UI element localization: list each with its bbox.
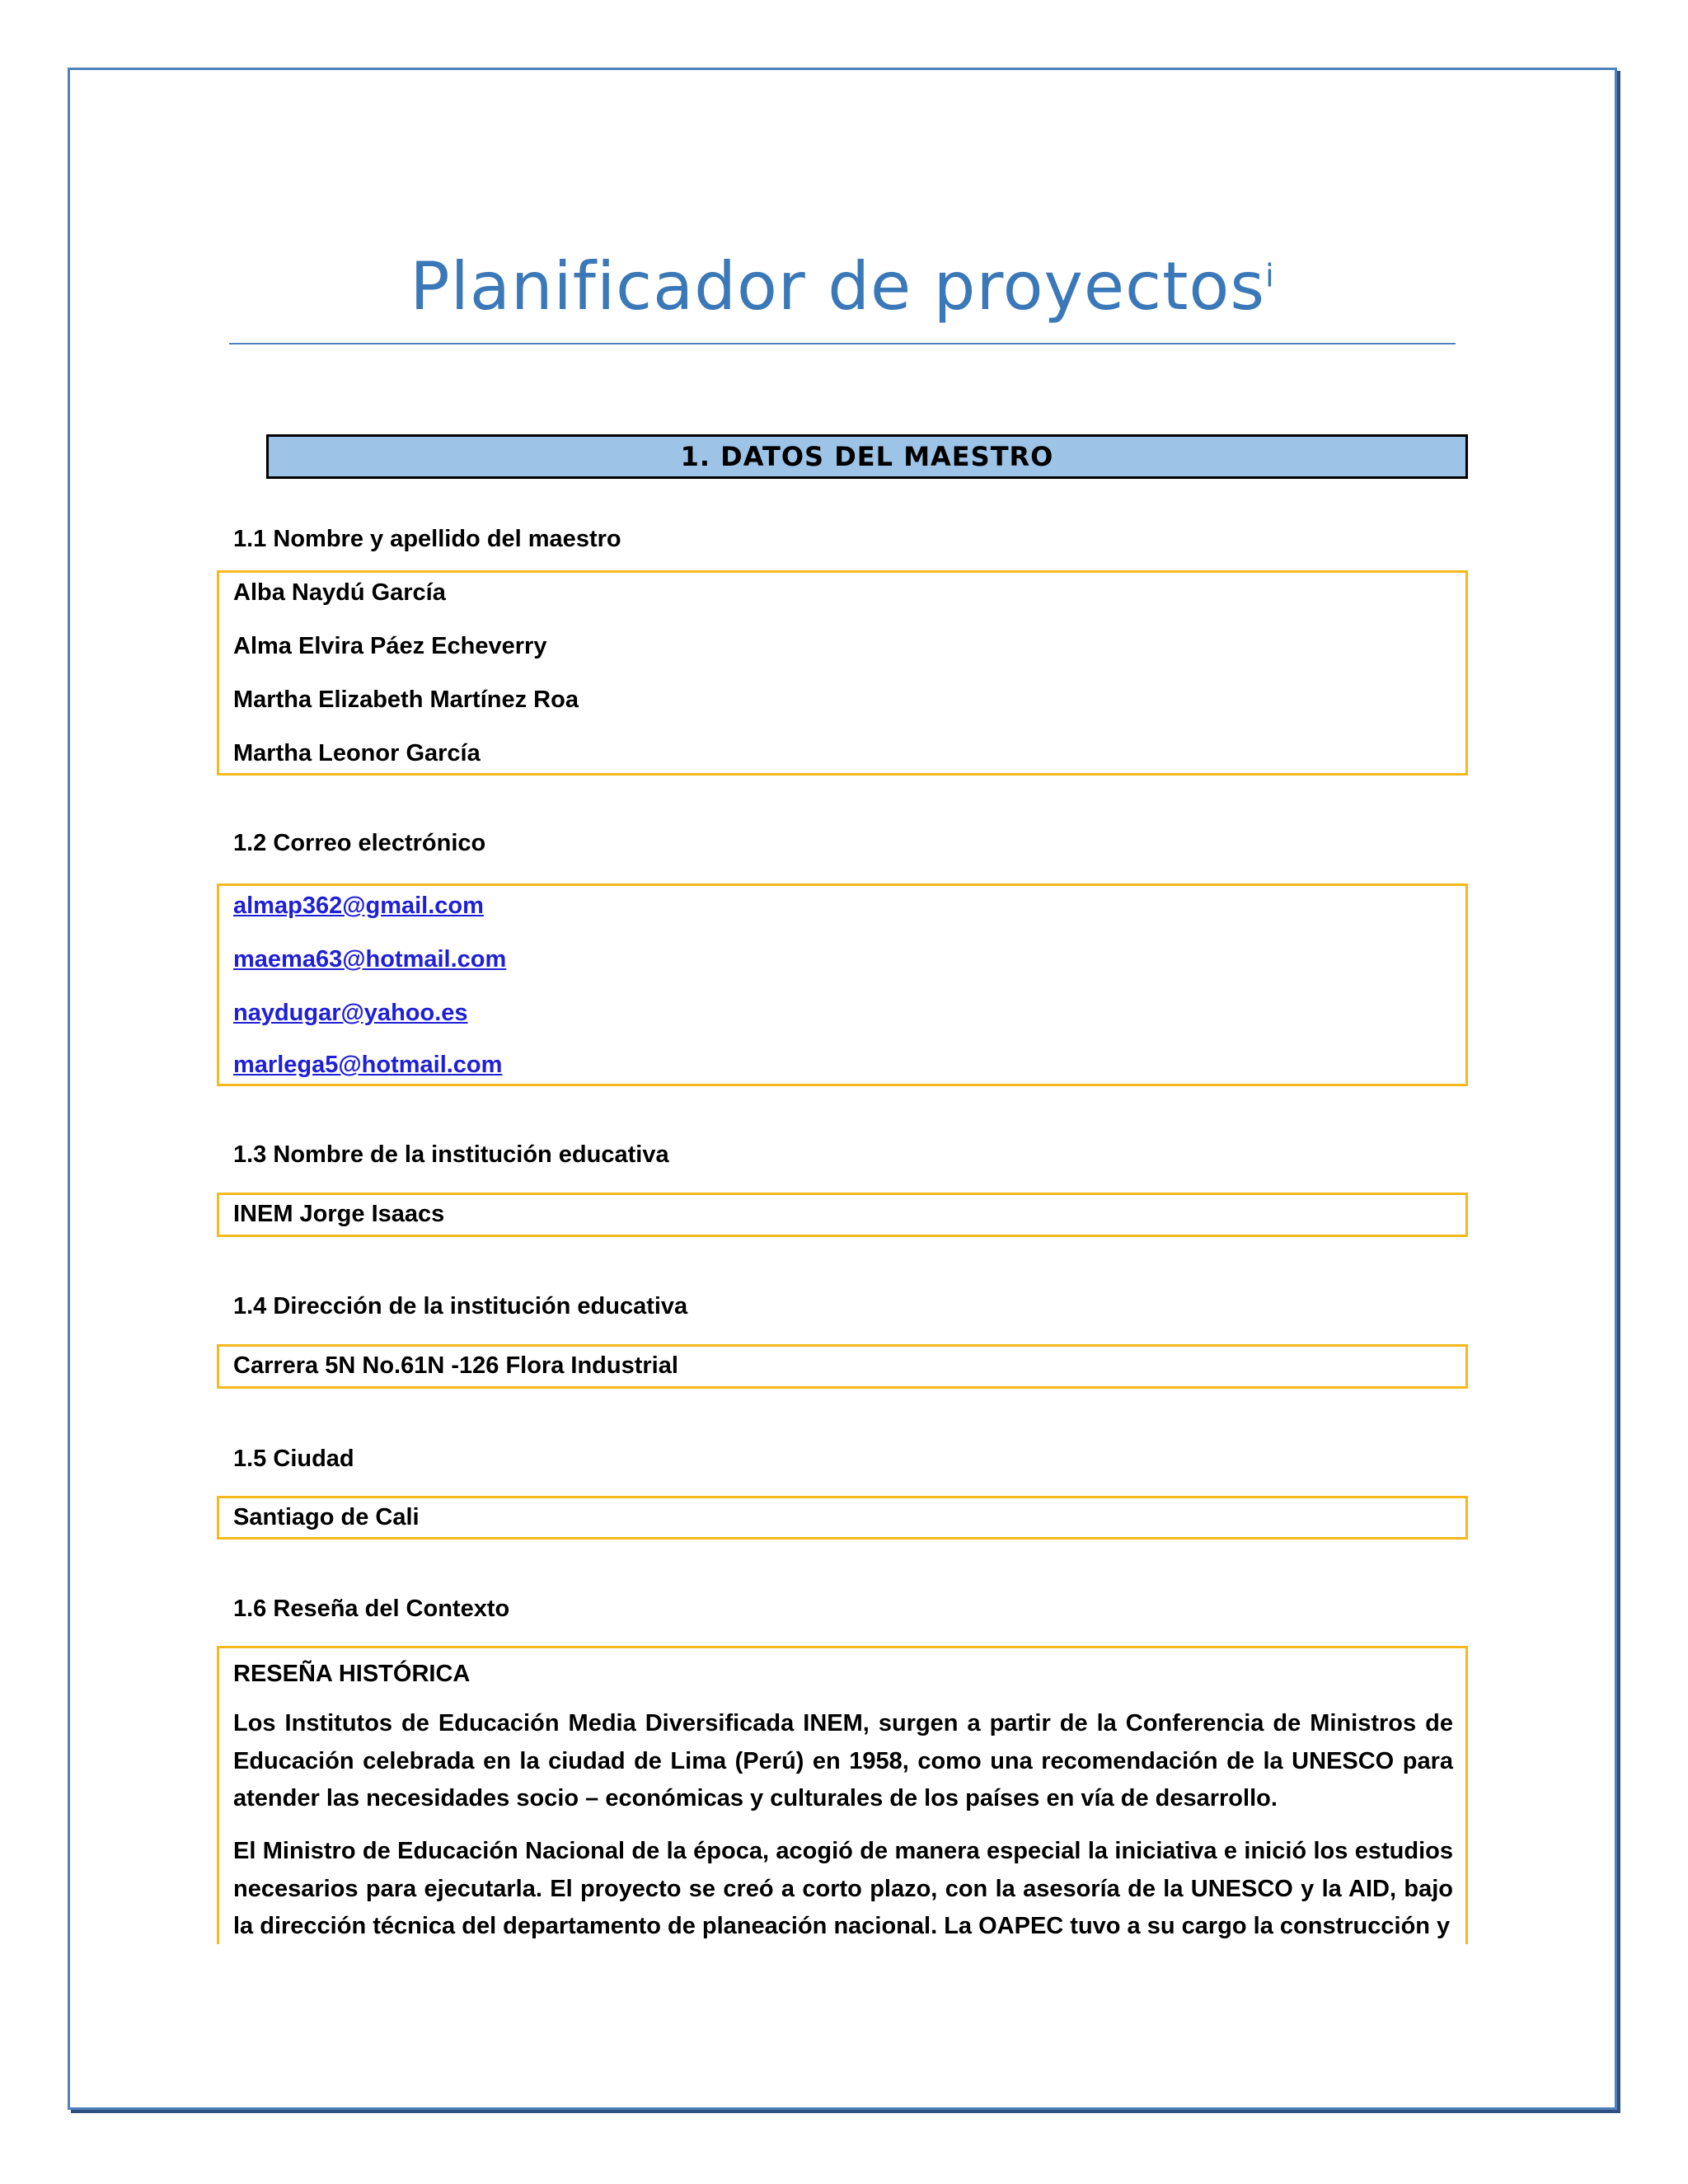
email-link[interactable]: naydugar@yahoo.es — [233, 1000, 468, 1026]
section-header-datos-maestro: 1. DATOS DEL MAESTRO — [266, 434, 1468, 479]
context-paragraph: Los Institutos de Educación Media Diversificada INEM, surgen a partir de la Conferencia de Ministros de Educación celebrada en la ciudad de Lima (Perú) en 1958, como una recomendación de la UNESCO para atender las necesidades socio – económicas y culturales de los países en vía de desarrollo. — [233, 1710, 1453, 1811]
box-direccion — [217, 1344, 1468, 1389]
label-direccion: 1.4 Dirección de la institución educativa — [233, 1293, 688, 1319]
page-title-text: Planificador de proyectos — [410, 248, 1266, 325]
teacher-name: Alma Elvira Páez Echeverry — [233, 633, 547, 659]
context-heading: RESEÑA HISTÓRICA — [233, 1661, 471, 1687]
footnote-marker[interactable]: i — [1265, 257, 1275, 294]
label-contexto: 1.6 Reseña del Contexto — [233, 1596, 510, 1622]
box-institucion — [217, 1193, 1468, 1237]
label-nombre: 1.1 Nombre y apellido del maestro — [233, 526, 621, 552]
teacher-name: Martha Elizabeth Martínez Roa — [233, 687, 579, 713]
title-underline — [229, 343, 1456, 344]
label-ciudad: 1.5 Ciudad — [233, 1446, 354, 1472]
box-ciudad — [217, 1496, 1468, 1540]
box-contexto — [217, 1646, 1468, 1944]
teacher-name: Martha Leonor García — [233, 740, 481, 766]
email-link[interactable]: almap362@gmail.com — [233, 893, 484, 919]
institution-name: INEM Jorge Isaacs — [233, 1201, 445, 1227]
context-paragraph: El Ministro de Educación Nacional de la época, acogió de manera especial la iniciativa e inició los estudios necesarios para ejecutarla. El proyecto se creó a corto plazo, con la asesoría de la UNESCO y la AID, bajo la dirección técnica del departamento de planeación nacional. La OAPEC tuvo a su cargo la construcción y — [233, 1838, 1453, 1939]
institution-address: Carrera 5N No.61N -126 Flora Industrial — [233, 1352, 678, 1379]
page-title — [229, 247, 1456, 326]
box-correos — [217, 883, 1468, 1086]
email-link[interactable]: maema63@hotmail.com — [233, 946, 507, 972]
city-name: Santiago de Cali — [233, 1504, 420, 1530]
teacher-name: Alba Naydú García — [233, 579, 446, 606]
box-nombres — [217, 570, 1468, 776]
label-institucion: 1.3 Nombre de la institución educativa — [233, 1141, 669, 1168]
label-correo: 1.2 Correo electrónico — [233, 830, 486, 856]
email-link[interactable]: marlega5@hotmail.com — [233, 1052, 503, 1078]
